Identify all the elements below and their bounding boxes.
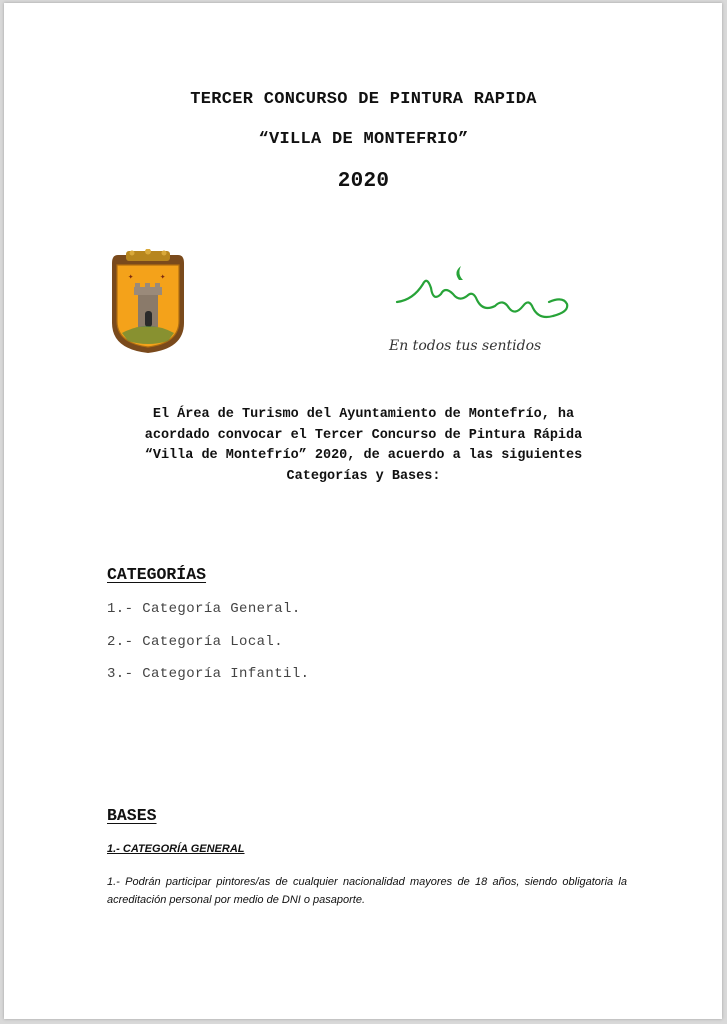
intro-line: Categorías y Bases: <box>286 468 441 484</box>
intro-paragraph <box>100 405 627 487</box>
category-item: 1.- Categoría General. <box>107 601 301 617</box>
document-page <box>4 3 722 1019</box>
categorias-heading: CATEGORÍAS <box>107 565 207 584</box>
intro-line: El Área de Turismo del Ayuntamiento de Montefrío, ha <box>152 407 575 422</box>
intro-line: “Villa de Montefrío” 2020, de acuerdo a las siguientes <box>144 448 583 463</box>
bases-subheading: 1.- CATEGORÍA GENERAL <box>107 843 245 855</box>
brand-tagline: En todos tus sentidos <box>389 338 542 354</box>
montefrio-brand-logo <box>383 258 583 358</box>
document-title: TERCER CONCURSO DE PINTURA RAPIDA <box>190 90 537 109</box>
document-year: 2020 <box>337 170 390 193</box>
intro-line: acordado convocar el Tercer Concurso de Pintura Rápida <box>144 427 583 443</box>
svg-text:✦: ✦ <box>160 272 166 282</box>
category-item: 2.- Categoría Local. <box>107 634 284 650</box>
bases-paragraph: 1.- Podrán participar pintores/as de cualquier nacionalidad mayores de 18 años, siendo obligatoria la acreditación personal por medio de DNI o pasaporte. <box>107 876 627 906</box>
svg-text:✦: ✦ <box>128 272 134 282</box>
category-item: 3.- Categoría Infantil. <box>107 666 310 682</box>
bases-heading: BASES <box>107 806 157 825</box>
coat-of-arms-icon <box>108 249 188 355</box>
document-subtitle: “VILLA DE MONTEFRIO” <box>258 130 469 149</box>
